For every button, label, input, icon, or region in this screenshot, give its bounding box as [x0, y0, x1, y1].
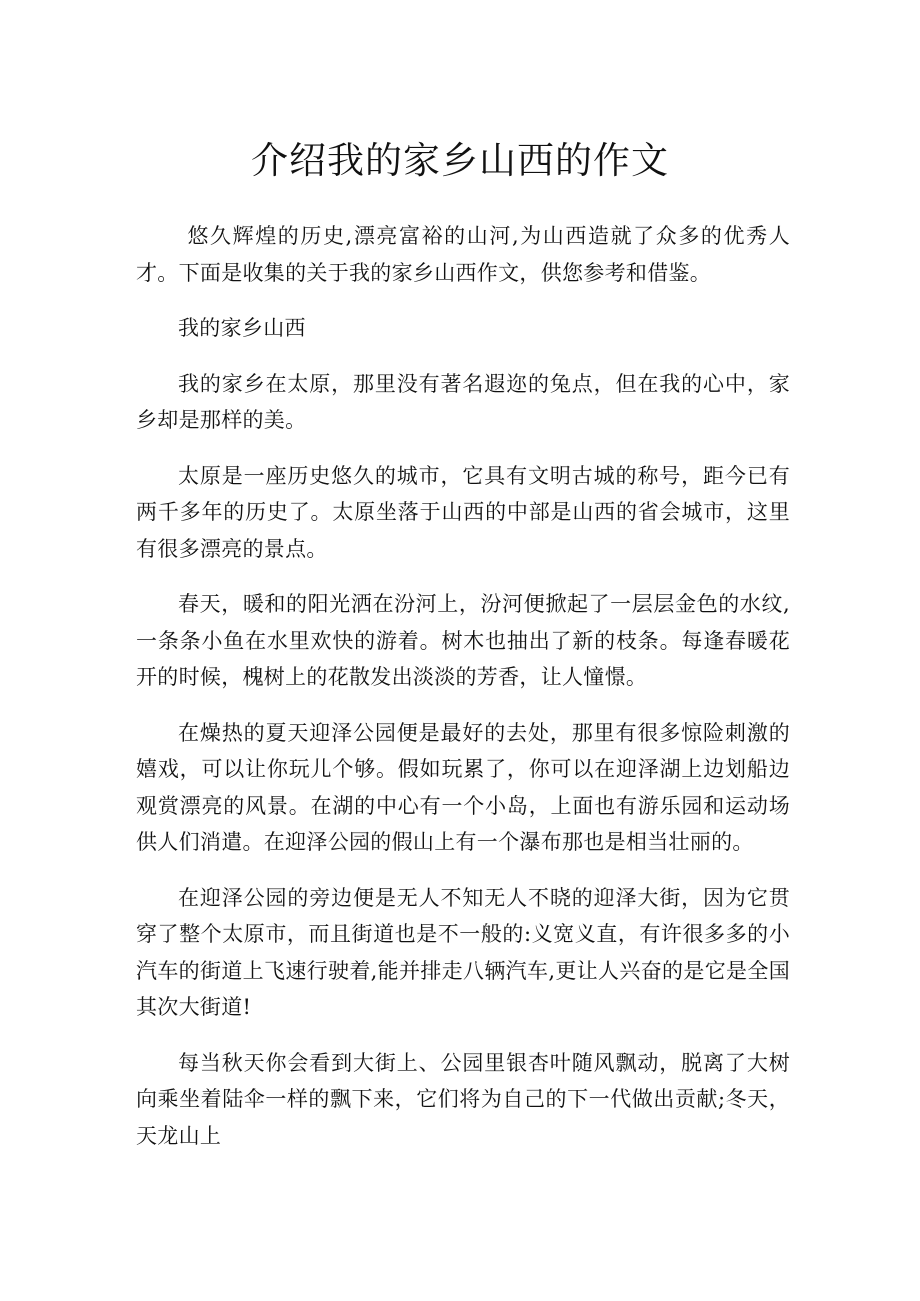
body-paragraph: 我的家乡在太原，那里没有著名遐迩的兔点，但在我的心中，家乡却是那样的美。 [136, 371, 790, 432]
document-title: 介绍我的家乡山西的作文 [251, 139, 669, 182]
intro-paragraph: 悠久辉煌的历史,漂亮富裕的山河,为山西造就了众多的优秀人才。下面是收集的关于我的家乡山西作文，供您参考和借鉴。 [136, 224, 790, 285]
body-paragraph: 在燥热的夏天迎泽公园便是最好的去处，那里有很多惊险刺激的嬉戏，可以让你玩儿个够。假如玩累了，你可以在迎泽湖上边划船边观赏漂亮的风景。在湖的中心有一个小岛，上面也有游乐园和运动场供人们消遣。在迎泽公园的假山上有一个瀑布那也是相当壮丽的。 [136, 720, 790, 854]
body-paragraph: 春天，暖和的阳光洒在汾河上，汾河便掀起了一层层金色的水纹,一条条小鱼在水里欢快的游着。树木也抽出了新的枝条。每逢春暖花开的时候，槐树上的花散发出淡淡的芳香，让人憧憬。 [136, 592, 790, 689]
document-body [136, 218, 790, 1173]
body-paragraph: 每当秋天你会看到大街上、公园里银杏叶随风飘动，脱离了大树向乘坐着陆伞一样的飘下来，它们将为自己的下一代做出贡献;冬天，天龙山上 [136, 1050, 790, 1148]
essay-heading: 我的家乡山西 [178, 316, 306, 340]
body-paragraph: 太原是一座历史悠久的城市，它具有文明古城的称号，距今已有两千多年的历史了。太原坐落于山西的中部是山西的省会城市，这里有很多漂亮的景点。 [136, 463, 790, 561]
body-paragraph: 在迎泽公园的旁边便是无人不知无人不晓的迎泽大街，因为它贯穿了整个太原市，而且街道也是不一般的:义宽义直，有许很多多的小汽车的街道上飞速行驶着,能并排走八辆汽车,更让人兴奋的是它是全国其次大街道! [136, 885, 790, 1019]
